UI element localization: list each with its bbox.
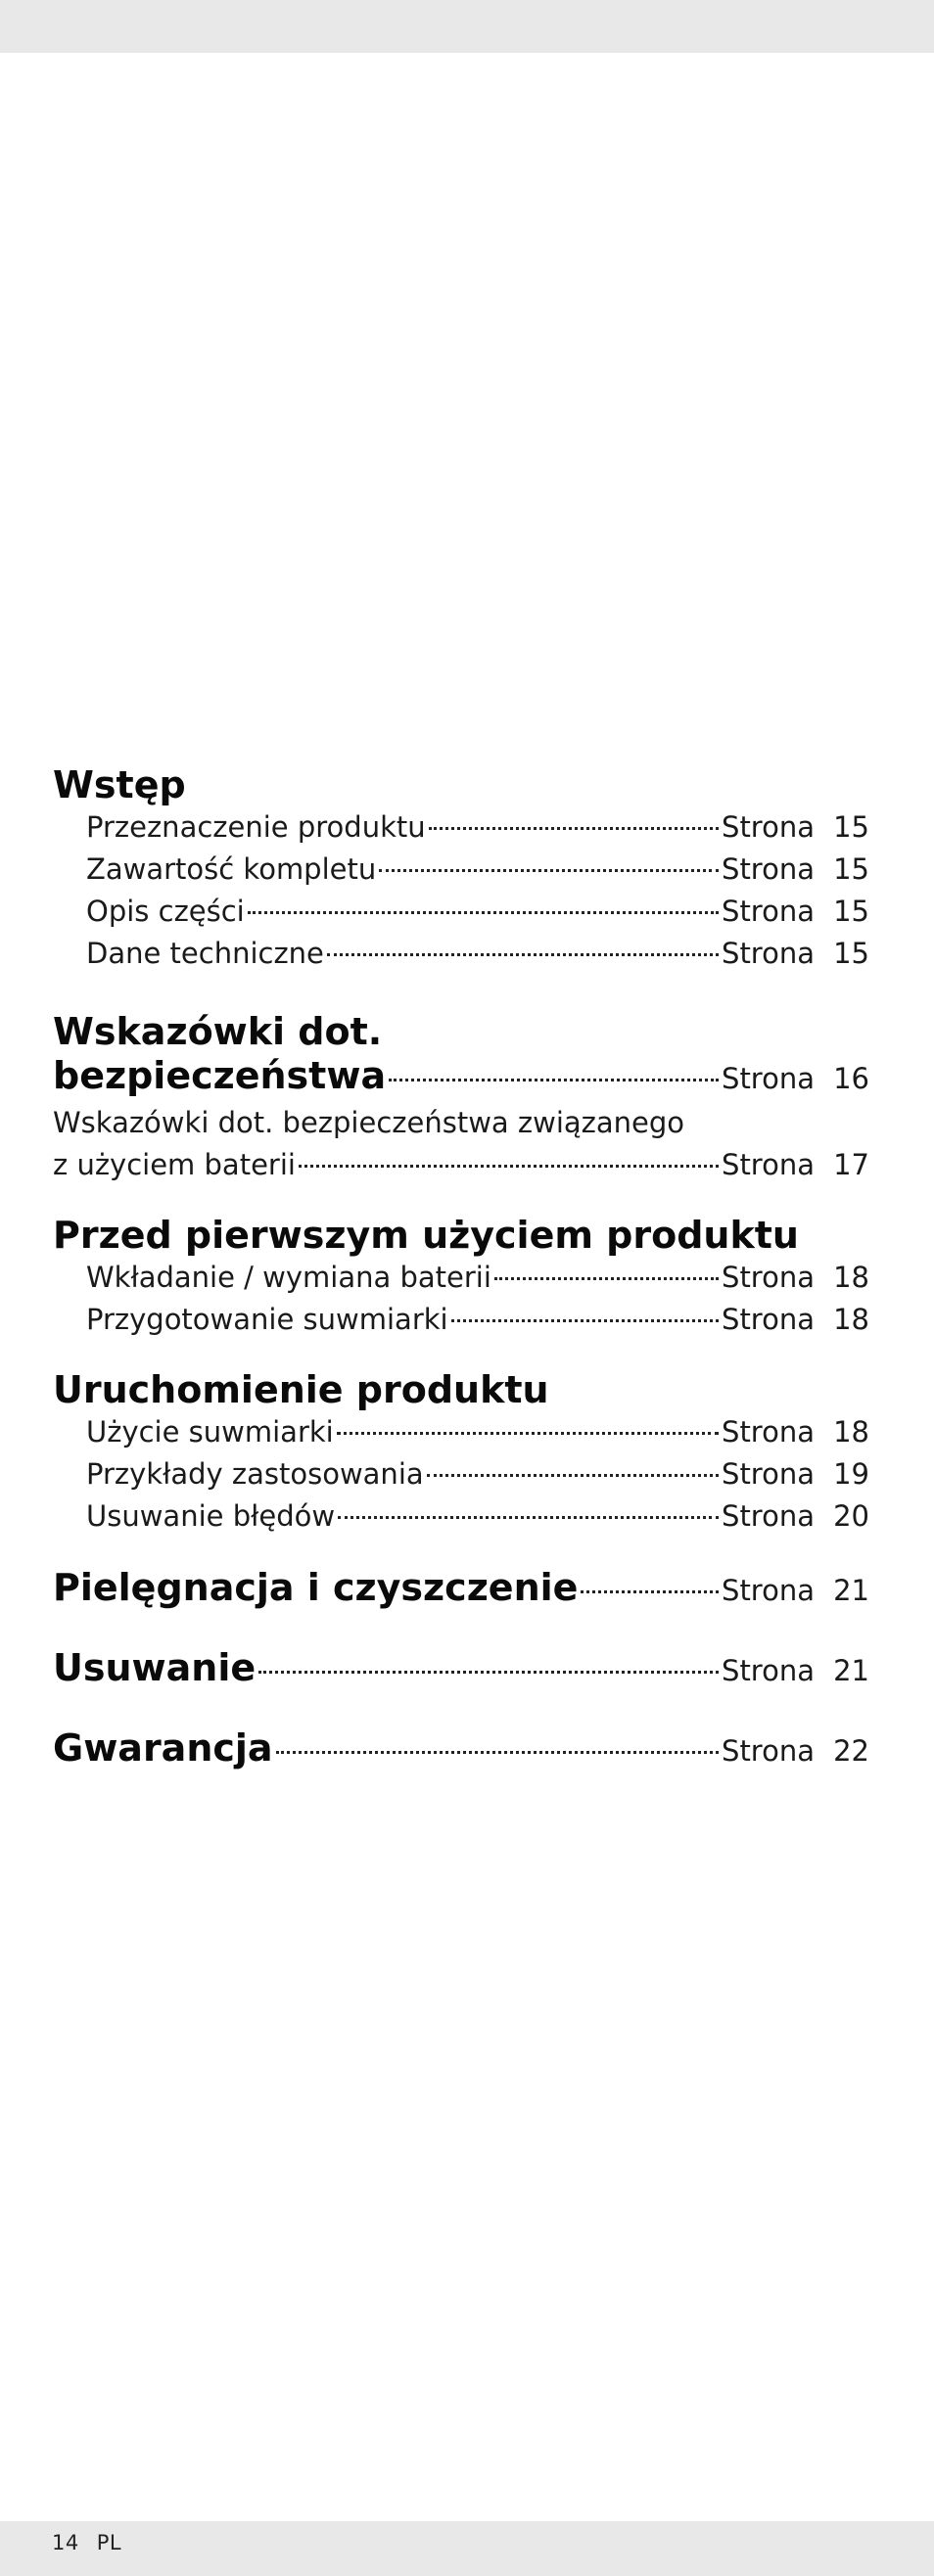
toc-entry-strona: Strona: [722, 1734, 815, 1768]
toc-entry[interactable]: [53, 806, 869, 849]
toc-entry-strona: Strona: [722, 895, 815, 928]
toc-entry[interactable]: [53, 933, 869, 975]
toc-entry[interactable]: [53, 1144, 869, 1186]
toc-entry-strona: Strona: [722, 937, 815, 970]
dot-leader: [258, 1671, 719, 1674]
toc-entry-page: 20: [833, 1499, 869, 1533]
toc-entry-label: Opis części: [86, 895, 245, 928]
dot-leader: [338, 1516, 719, 1519]
toc-subentry-line: Wskazówki dot. bezpieczeństwa związanego: [53, 1106, 685, 1139]
page-footer: [52, 2523, 121, 2562]
toc-entry[interactable]: [53, 1495, 869, 1538]
toc-entry[interactable]: [53, 1453, 869, 1495]
dot-leader: [327, 953, 719, 956]
toc-entry-page: 16: [833, 1062, 869, 1095]
toc-entry-label: Przeznaczenie produktu: [86, 810, 426, 844]
page-number: 14: [52, 2531, 79, 2554]
toc-entry[interactable]: [53, 1257, 869, 1299]
top-band: [0, 0, 934, 53]
toc-section-operation: [53, 1368, 869, 1538]
toc-entry-page: 18: [833, 1303, 869, 1336]
dot-leader: [299, 1165, 719, 1168]
toc-heading-label: bezpieczeństwa: [53, 1054, 387, 1097]
toc-entry-label: Użycie suwmiarki: [86, 1415, 334, 1449]
toc-heading-label: Usuwanie: [53, 1646, 257, 1689]
toc-entry-page: 15: [833, 852, 869, 886]
toc-entry-page: 17: [833, 1148, 869, 1181]
dot-leader: [248, 911, 719, 914]
toc-entry-strona: Strona: [722, 1457, 815, 1491]
toc-entry-label: Przykłady zastosowania: [86, 1457, 424, 1491]
toc-section-care[interactable]: [53, 1565, 869, 1610]
toc-entry-strona: Strona: [722, 1574, 815, 1607]
toc-entry-page: 21: [833, 1574, 869, 1607]
toc-entry-label: Przygotowanie suwmiarki: [86, 1303, 448, 1336]
toc-entry-label: Zawartość kompletu: [86, 852, 377, 886]
toc-entry-page: 18: [833, 1261, 869, 1294]
toc-entry[interactable]: [53, 849, 869, 891]
dot-leader: [581, 1590, 719, 1593]
toc-entry-strona: Strona: [722, 1654, 815, 1687]
toc-entry-page: 15: [833, 810, 869, 844]
toc-entry[interactable]: [53, 891, 869, 933]
dot-leader: [429, 827, 719, 830]
toc-heading: Uruchomienie produktu: [53, 1368, 549, 1411]
bottom-band: [0, 2521, 934, 2576]
toc-entry-strona: Strona: [722, 810, 815, 844]
toc-entry-page: 18: [833, 1415, 869, 1449]
language-code: PL: [96, 2531, 122, 2554]
toc-heading-label: Gwarancja: [53, 1726, 273, 1770]
toc-section-disposal[interactable]: [53, 1645, 869, 1690]
toc-entry-strona: Strona: [722, 852, 815, 886]
toc-entry-page: 21: [833, 1654, 869, 1687]
toc-entry-label: Usuwanie błędów: [86, 1499, 336, 1533]
dot-leader: [389, 1079, 719, 1081]
dot-leader: [427, 1474, 719, 1477]
toc-entry-strona: Strona: [722, 1148, 815, 1181]
toc-entry-page: 15: [833, 895, 869, 928]
toc-entry-strona: Strona: [722, 1062, 815, 1095]
toc-section-safety: [53, 1010, 869, 1186]
toc-section-before-first-use: [53, 1214, 869, 1341]
toc-entry-label: z użyciem baterii: [53, 1148, 296, 1181]
dot-leader: [451, 1319, 719, 1322]
toc-entry-page: 19: [833, 1457, 869, 1491]
toc-section-warranty[interactable]: [53, 1725, 869, 1771]
toc-entry-label: Dane techniczne: [86, 937, 324, 970]
toc-section-wstep: [53, 763, 869, 975]
toc-entry-page: 22: [833, 1734, 869, 1768]
toc-heading: Wskazówki dot.: [53, 1010, 383, 1053]
toc-entry-strona: Strona: [722, 1261, 815, 1294]
toc-heading-label: Pielęgnacja i czyszczenie: [53, 1566, 579, 1609]
toc-entry[interactable]: [53, 1411, 869, 1453]
table-of-contents: [53, 763, 869, 1771]
toc-heading: Przed pierwszym użyciem produktu: [53, 1214, 799, 1257]
toc-entry-strona: Strona: [722, 1303, 815, 1336]
toc-entry-strona: Strona: [722, 1415, 815, 1449]
toc-entry[interactable]: [53, 1053, 869, 1098]
toc-entry[interactable]: [53, 1299, 869, 1341]
dot-leader: [276, 1751, 719, 1754]
toc-entry-page: 15: [833, 937, 869, 970]
toc-entry-label: Wkładanie / wymiana baterii: [86, 1261, 491, 1294]
dot-leader: [337, 1432, 719, 1435]
toc-heading: Wstęp: [53, 763, 186, 806]
toc-entry-strona: Strona: [722, 1499, 815, 1533]
dot-leader: [494, 1277, 719, 1280]
dot-leader: [379, 869, 719, 872]
